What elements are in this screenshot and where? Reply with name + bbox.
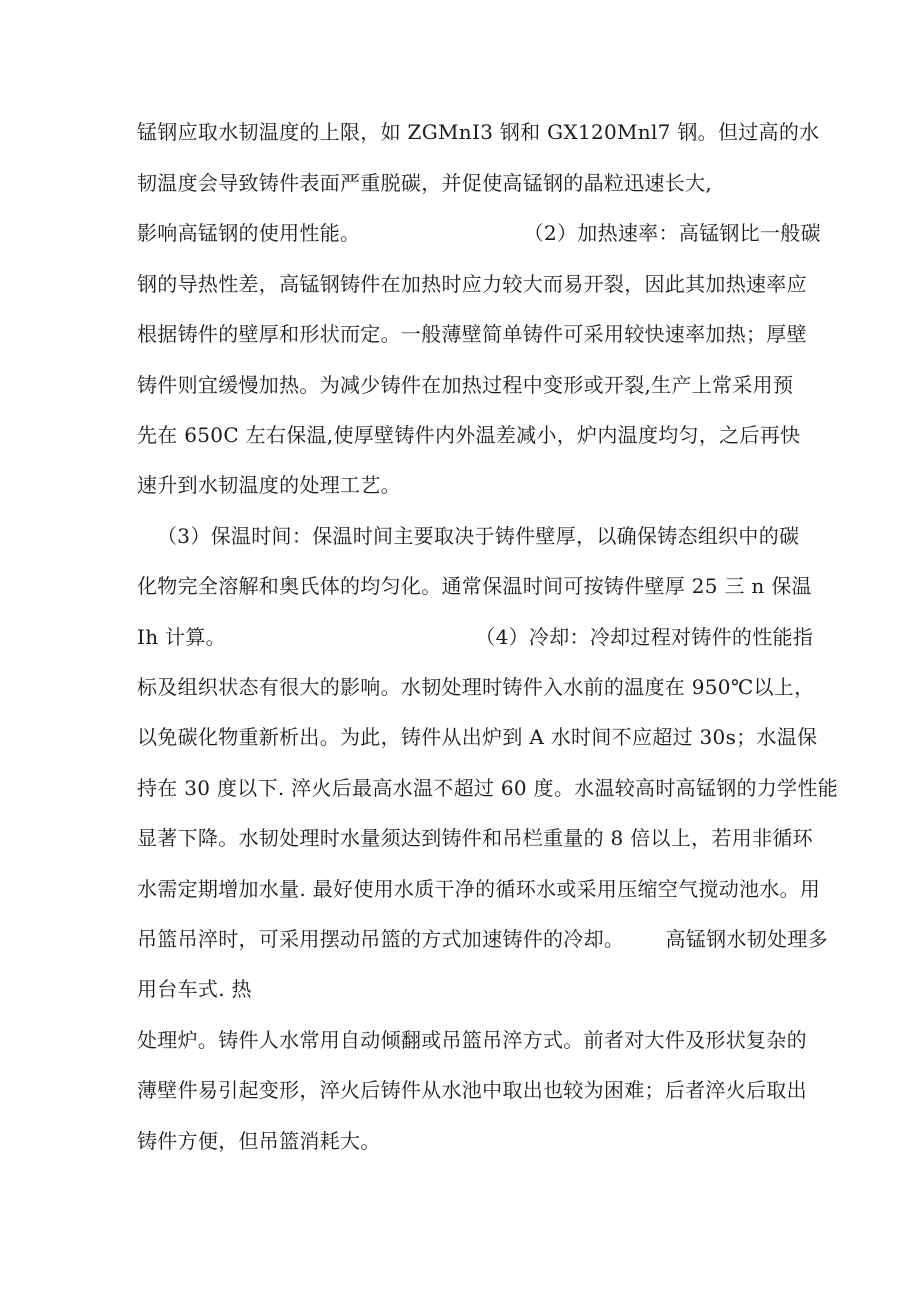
text-line-11 (137, 624, 813, 650)
text-line-7: 先在 650C 左右保温,使厚壁铸件内外温差减小，炉内温度均匀，之后再快 (137, 423, 801, 447)
text-line-2: 韧温度会导致铸件表面严重脱碳，并促使高锰钢的晶粒迅速长大, (137, 171, 713, 195)
text-segment: 影响高锰钢的使用性能。 (137, 221, 361, 245)
text-line-8: 速升到水韧温度的处理工艺。 (137, 473, 401, 497)
text-line-10: 化物完全溶解和奥氏体的均匀化。通常保温时间可按铸件壁厚 25 三 n 保温 (137, 574, 812, 598)
text-segment: 高锰钢水韧处理多 (665, 927, 828, 951)
text-line-16: 水需定期增加水量. 最好使用水质干净的循环水或采用压缩空气搅动池水。用 (137, 877, 821, 901)
text-segment: Ih 计算。 (137, 625, 226, 649)
heading-cooling: （4）冷却：冷却过程对铸件的性能指 (475, 625, 814, 649)
text-line-19: 处理炉。铸件人水常用自动倾翻或吊篮吊淬方式。前者对大件及形状复杂的 (137, 1028, 807, 1052)
text-line-21: 铸件方便，但吊篮消耗大。 (137, 1129, 381, 1153)
text-line-3 (137, 220, 821, 246)
text-line-1: 锰钢应取水韧温度的上限，如 ZGMnI3 钢和 GX120Mnl7 钢。但过高的水 (137, 120, 820, 144)
heading-holding-time: （3）保温时间：保温时间主要取决于铸件壁厚，以确保铸态组织中的碳 (157, 524, 800, 548)
text-line-12: 标及组织状态有很大的影响。水韧处理时铸件入水前的温度在 950℃以上， (137, 675, 815, 699)
text-line-20: 薄壁件易引起变形，淬火后铸件从水池中取出也较为困难；后者淬火后取出 (137, 1078, 807, 1102)
heading-heating-rate: （2）加热速率：高锰钢比一般碳 (523, 221, 821, 245)
text-line-14: 持在 30 度以下. 淬火后最高水温不超过 60 度。水温较高时高锰钢的力学性能 (137, 776, 839, 800)
text-line-13: 以免碳化物重新析出。为此，铸件从出炉到 A 水时间不应超过 30s；水温保 (137, 725, 818, 749)
text-line-4: 钢的导热性差，高锰钢铸件在加热时应力较大而易开裂，因此其加热速率应 (137, 272, 807, 296)
text-line-15: 显著下降。水韧处理时水量须达到铸件和吊栏重量的 8 倍以上，若用非循环 (137, 826, 813, 850)
text-line-18: 用台车式. 热 (137, 977, 252, 1001)
text-line-5: 根据铸件的壁厚和形状而定。一般薄壁简单铸件可采用较快速率加热；厚壁 (137, 322, 807, 346)
text-line-17 (137, 926, 828, 952)
text-line-6: 铸件则宜缓慢加热。为减少铸件在加热过程中变形或开裂,生产上常采用预 (137, 373, 794, 397)
text-segment: 吊篮吊淬时，可采用摆动吊篮的方式加速铸件的冷却。 (137, 927, 625, 951)
